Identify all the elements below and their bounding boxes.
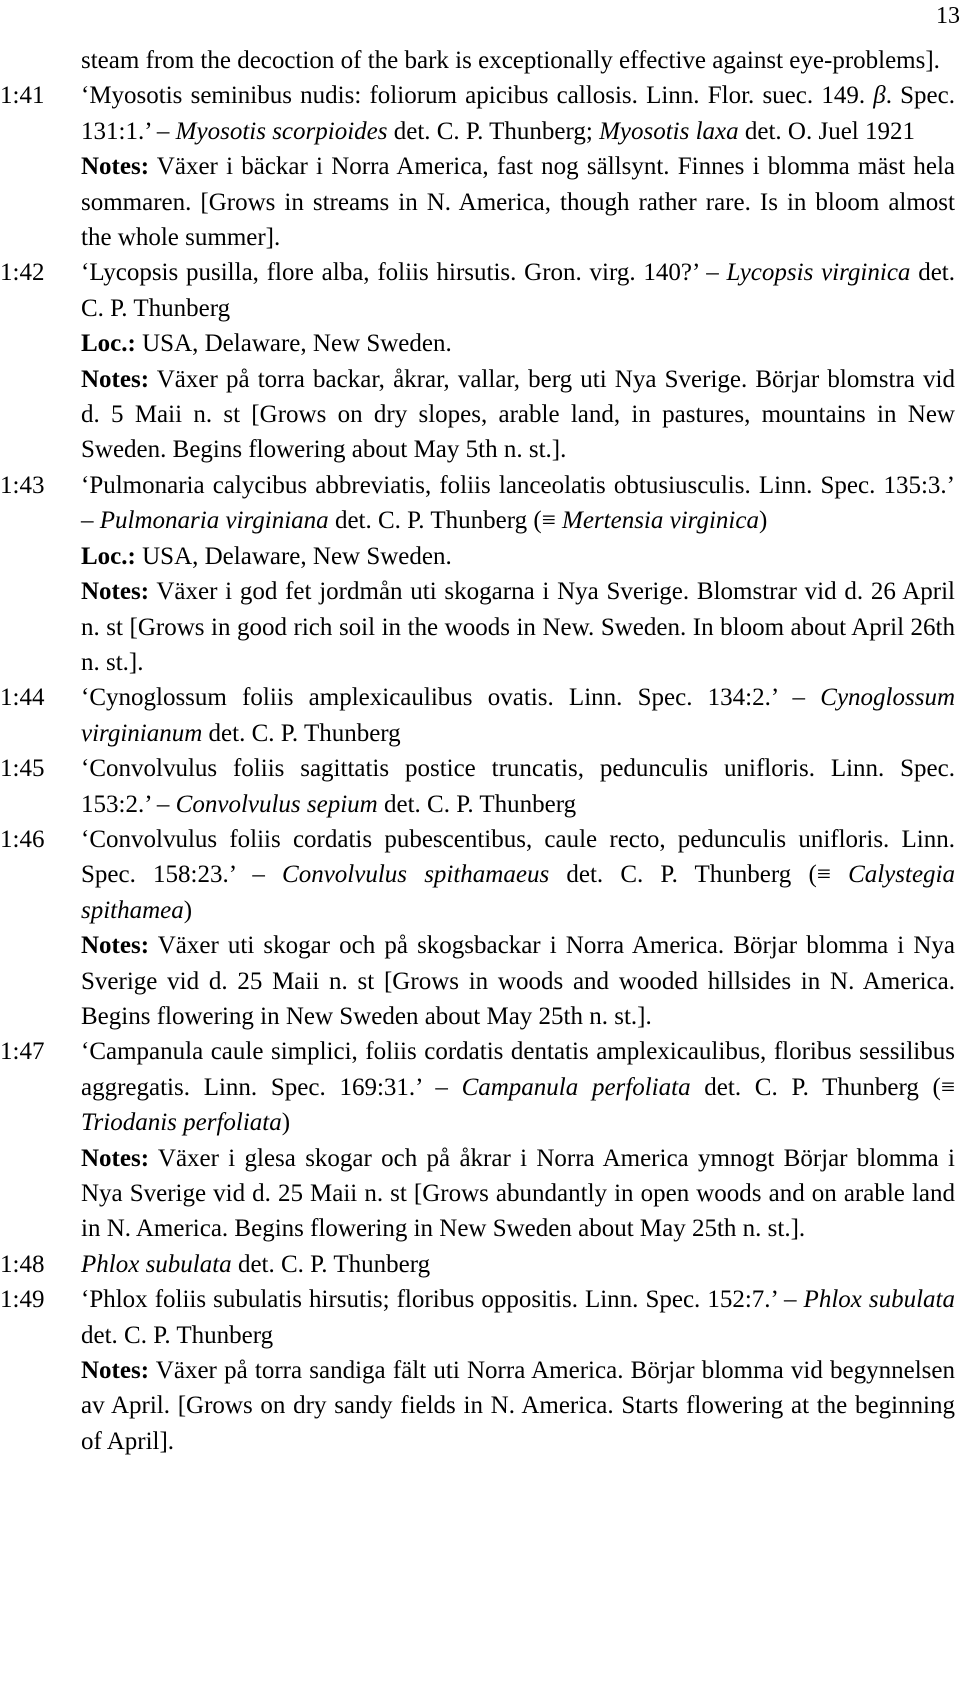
entry-paragraph [81,1141,955,1247]
text-run: det. C. P. Thunberg [202,719,401,747]
entry [0,43,955,78]
text-run: ‘Convolvulus foliis sagittatis postice truncatis, pedunculis unifloris. Linn. Spec. 153:2.’ – [81,755,955,818]
entry [0,1034,955,1246]
entry-paragraph [81,822,955,928]
field-label: Loc.: [81,330,136,358]
entry-body [81,1034,955,1246]
taxon-name: Cynoglossum virginianum [81,684,955,747]
entry-body [81,78,955,255]
taxon-name: Mertensia virginica [562,507,759,535]
entry [0,1282,955,1459]
text-run: Växer i bäckar i Norra America, fast nog sällsynt. Finnes i blomma mäst hela sommaren. [Grows in streams in N. America, though rather rare. Is in bloom almost the whole summer]. [81,153,955,252]
entry-paragraph [81,78,955,149]
taxon-name: β [873,82,886,110]
text-run: USA, Delaware, New Sweden. [135,330,452,358]
text-run: ‘Phlox foliis subulatis hirsutis; floribus oppositis. Linn. Spec. 152:7.’ – [81,1286,804,1314]
text-run: steam from the decoction of the bark is exceptionally effective against eye-problems]. [81,47,940,74]
text-run: Växer i god fet jordmån uti skogarna i Nya Sverige. Blomstrar vid d. 26 April n. st [Grows in good rich soil in the woods in New. Sweden. In bloom about April 26th n. st.]. [81,578,955,676]
field-label: Notes: [81,578,150,606]
text-run: det. C. P. Thunberg (≡ [690,1073,955,1101]
entry [0,468,955,680]
entry-paragraph [81,680,955,751]
entry-body [81,43,955,78]
entry-paragraph [81,43,955,78]
entry-paragraph [81,468,955,539]
text-run: Växer uti skogar och på skogsbackar i Norra America. Börjar blomma i Nya Sverige vid d. 25 Maii n. st [Grows in woods and wooded hillsides in N. America. Begins flowering in New Sweden about May 25th n. st.]. [81,932,955,1030]
entry-number: 1:42 [0,259,45,287]
entry [0,78,955,255]
field-label: Loc.: [81,542,136,570]
entry-paragraph [81,149,955,255]
text-run: ‘Convolvulus foliis cordatis pubescentibus, caule recto, pedunculis unifloris. Linn. Spec. 158:23.’ – [81,825,955,889]
entry-body [81,751,955,822]
taxon-name: Calystegia spithamea [81,861,955,924]
text-run: ‘Pulmonaria calycibus abbreviatis, foliis lanceolatis obtusiusculis. Linn. Spec. 135:3.’ – [81,471,955,535]
entry-paragraph [81,255,955,326]
text-run: det. C. P. Thunberg [81,1321,274,1349]
entry-paragraph [81,1247,955,1282]
entry [0,1247,955,1282]
text-run: Växer i glesa skogar och på åkrar i Norra America ymnogt Börjar blomma i Nya Sverige vid d. 25 Maii n. st [Grows abundantly in open woods and on arable land in N. America. Begins flowering in New Sweden about May 25th n. st.]. [81,1144,955,1243]
text-run: ‘Campanula caule simplici, foliis cordatis dentatis amplexicaulibus, floribus sessilibus aggregatis. Linn. Spec. 169:31.’ – [81,1038,955,1101]
entry-number: 1:48 [0,1250,45,1278]
taxon-name: Myosotis laxa [599,117,739,145]
entry-body [81,468,955,680]
text-run: det. C. P. Thunberg [231,1250,431,1278]
entry [0,751,955,822]
entry-body [81,1247,955,1282]
text-run: ‘Lycopsis pusilla, flore alba, foliis hirsutis. Gron. virg. 140?’ – [81,259,727,287]
entry-number: 1:41 [0,82,45,110]
entry-paragraph [81,362,955,468]
field-label: Notes: [81,932,150,960]
entry-number: 1:45 [0,755,45,783]
text-run: det. C. P. Thunberg (≡ [549,861,849,889]
entry-paragraph [81,539,955,574]
entry [0,255,955,467]
field-label: Notes: [81,1144,150,1172]
entry-number: 1:46 [0,825,45,853]
text-run: ) [183,896,193,924]
text-run: . Spec. 131:1.’ – [81,82,955,145]
entry-body [81,255,955,467]
entry-paragraph [81,1353,955,1459]
text-run: det. O. Juel 1921 [738,117,916,145]
entry [0,822,955,1034]
entry-paragraph [81,928,955,1034]
taxon-name: Convolvulus sepium [175,790,378,818]
entry-paragraph [81,1034,955,1140]
taxon-name: Pulmonaria virginiana [99,507,329,535]
entries-list [0,43,955,1459]
page-number: 13 [936,3,960,29]
text-run: USA, Delaware, New Sweden. [135,542,452,570]
text-run: ‘Cynoglossum foliis amplexicaulibus ovatis. Linn. Spec. 134:2.’ – [81,684,821,712]
entry-number: 1:49 [0,1286,45,1314]
field-label: Notes: [81,365,150,393]
text-run: ‘Myosotis seminibus nudis: foliorum apicibus callosis. Linn. Flor. suec. 149. [81,82,874,110]
text-run: det. C. P. Thunberg; [387,117,600,145]
entry-body [81,1282,955,1459]
taxon-name: Triodanis perfoliata [81,1109,282,1137]
text-run: ) [758,507,768,535]
text-run: det. C. P. Thunberg [81,259,955,322]
entry-paragraph [81,1282,955,1353]
field-label: Notes: [81,153,150,181]
taxon-name: Lycopsis virginica [726,259,911,287]
entry-number: 1:43 [0,471,45,499]
taxon-name: Phlox subulata [81,1250,232,1278]
text-run: Växer på torra backar, åkrar, vallar, berg uti Nya Sverige. Börjar blomstra vid d. 5 Maii n. st [Grows on dry slopes, arable land, in pastures, mountains in New Sweden. Begins flowering about May 5th n. st.]. [81,365,955,464]
entry [0,680,955,751]
entry-paragraph [81,574,955,680]
taxon-name: Myosotis scorpioides [175,117,388,145]
taxon-name: Phlox subulata [803,1286,956,1314]
entry-body [81,680,955,751]
entry-paragraph [81,751,955,822]
entry-body [81,822,955,1034]
text-run: ) [281,1109,291,1137]
entry-number: 1:44 [0,684,45,712]
text-run: det. C. P. Thunberg (≡ [328,507,563,535]
field-label: Notes: [81,1357,150,1385]
text-run: Växer på torra sandiga fält uti Norra America. Börjar blomma vid begynnelsen av April. [Grows on dry sandy fields in N. America. Starts flowering at the beginning of April]. [81,1357,955,1455]
taxon-name: Convolvulus spithamaeus [282,861,550,889]
text-run: det. C. P. Thunberg [377,790,577,818]
entry-number: 1:47 [0,1038,45,1066]
entry-paragraph [81,326,955,361]
taxon-name: Campanula perfoliata [461,1073,691,1101]
